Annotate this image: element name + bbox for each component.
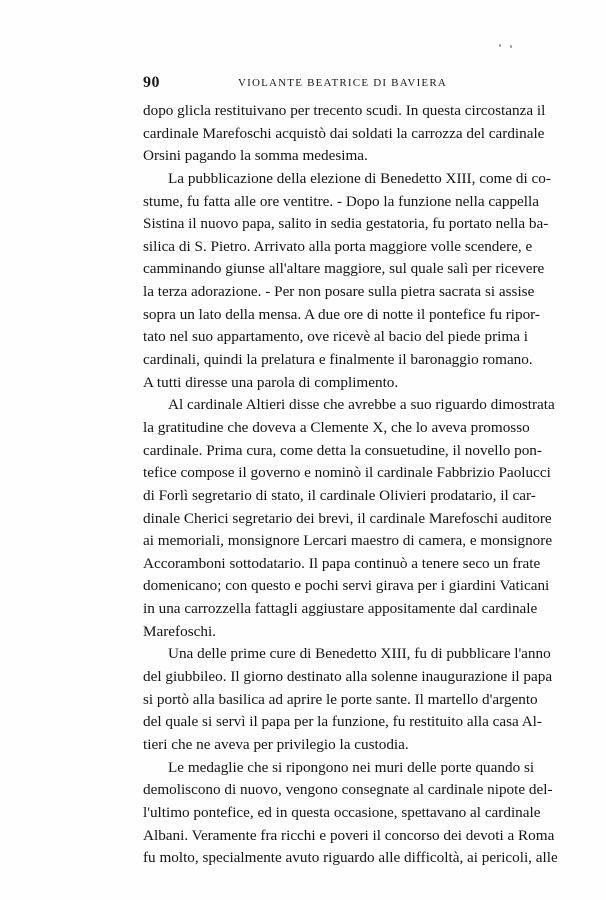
text-line: ai memoriali, monsignore Lercari maestro di camera, e monsignore	[143, 532, 553, 550]
text-line: dinale Cherici segretario dei brevi, il cardinale Marefoschi auditore	[143, 509, 552, 527]
text-line: Accoramboni sottodatario. Il papa continuò a tenere seco un frate	[143, 554, 541, 572]
text-line: A tutti diresse una parola di complimento.	[143, 373, 399, 391]
page-number: 90	[143, 74, 160, 91]
text-line: Marefoschi.	[143, 622, 216, 640]
text-line: si portò alla basilica ad aprire le porte sante. Il martello d'argento	[143, 690, 538, 708]
text-line: fu molto, specialmente avuto riguardo alle difficoltà, ai pericoli, alle	[143, 849, 558, 867]
text-line: tato nel suo appartamento, ove ricevè al bacio del piede prima i	[143, 328, 528, 346]
text-line: in una carrozzella fattagli aggiustare appositamente dal cardinale	[143, 600, 538, 618]
text-line: sopra un lato della mensa. A due ore di notte il pontefice fu ripor-	[143, 305, 540, 323]
page-header	[143, 74, 528, 94]
text-line: Orsini pagando la somma medesima.	[143, 147, 368, 165]
text-line: camminando giunse all'altare maggiore, sul quale salì per ricevere	[143, 260, 545, 278]
text-line: tieri che ne aveva per privilegio la custodia.	[143, 735, 409, 753]
text-line: la terza adorazione. - Per non posare sulla pietra sacrata si assise	[143, 283, 535, 301]
text-line: l'ultimo pontefice, ed in questa occasione, spettavano al cardinale	[143, 803, 541, 821]
text-line: del quale si servì il papa per la funzione, fu restituito alla casa Al-	[143, 713, 542, 731]
text-line: stume, fu fatta alle ore ventitre. - Dopo la funzione nella cappella	[143, 192, 539, 210]
print-speck	[499, 44, 501, 47]
text-line: cardinale. Prima cura, come detta la consuetudine, il novello pon-	[143, 441, 542, 459]
text-line: del giubbileo. Il giorno destinato alla solenne inaugurazione il papa	[143, 668, 553, 686]
body-text	[143, 100, 558, 870]
text-line: demoliscono di nuovo, vengono consegnate al cardinale nipote del-	[143, 781, 553, 799]
text-line: tefice compose il governo e nominò il cardinale Fabbrizio Paolucci	[143, 464, 551, 482]
running-head: VIOLANTE BEATRICE DI BAVIERA	[237, 77, 448, 89]
print-speck	[510, 45, 512, 48]
text-line: Una delle prime cure di Benedetto XIII, fu di pubblicare l'anno	[168, 645, 551, 663]
text-line: Sistina il nuovo papa, salito in sedia gestatoria, fu portato nella ba-	[143, 215, 549, 233]
text-line: silica di S. Pietro. Arrivato alla porta maggiore volle scendere, e	[143, 237, 533, 255]
text-line: dopo glicla restituivano per trecento scudi. In questa circostanza il	[143, 102, 546, 119]
text-line: di Forlì segretario di stato, il cardinale Olivieri prodatario, il car-	[143, 486, 536, 504]
text-line: Le medaglie che si ripongono nei muri delle porte quando si	[168, 758, 535, 776]
text-line: La pubblicazione della elezione di Benedetto XIII, come di co-	[168, 169, 551, 187]
text-line: cardinali, quindi la prelatura e finalmente il baronaggio romano.	[143, 351, 533, 369]
text-line: la gratitudine che doveva a Clemente X, che lo aveva promosso	[143, 418, 530, 436]
text-line: domenicano; con questo e pochi servi girava per i giardini Vaticani	[143, 577, 550, 595]
text-line: Al cardinale Altieri disse che avrebbe a suo riguardo dimostrata	[168, 396, 555, 414]
text-line: cardinale Marefoschi acquistò dai soldati la carrozza del cardinale	[143, 124, 545, 142]
text-line: Albani. Veramente fra ricchi e poveri il concorso dei devoti a Roma	[143, 826, 555, 844]
